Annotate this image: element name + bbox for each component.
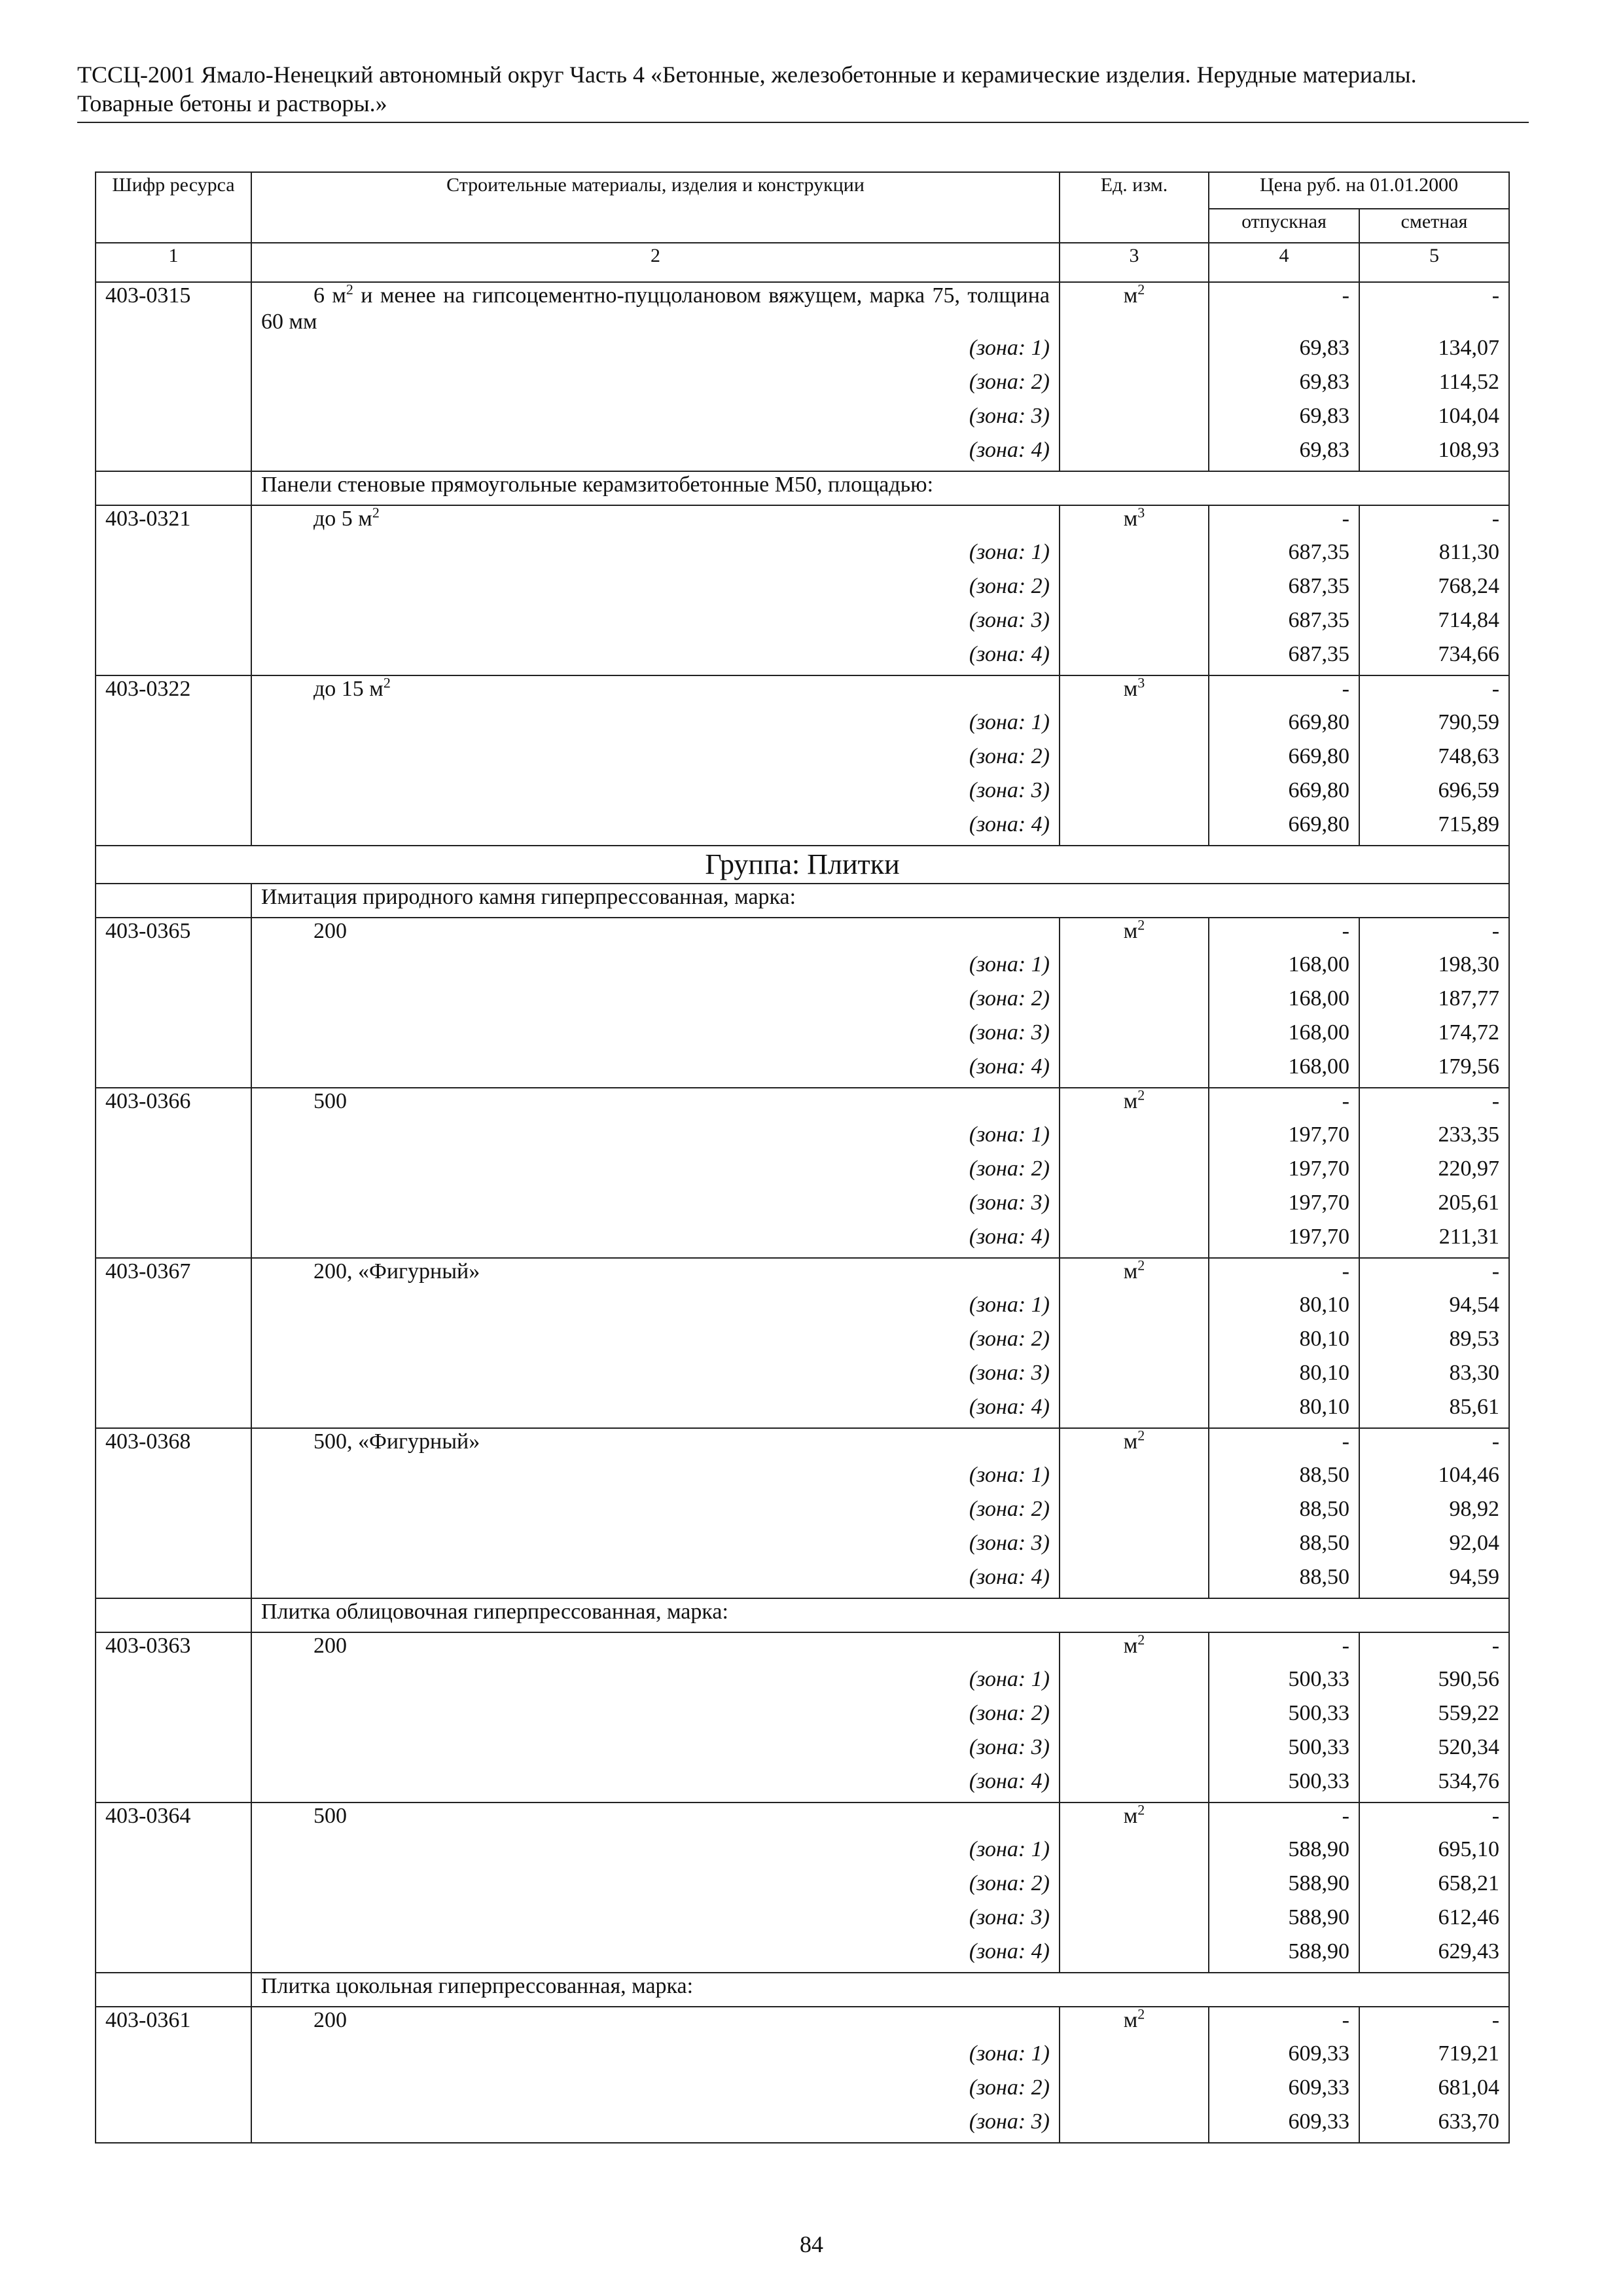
zone-label: (зона: 1) [251, 1462, 1060, 1496]
release-price: 80,10 [1209, 1292, 1359, 1326]
estimate-price: 233,35 [1359, 1122, 1509, 1156]
release-price: 88,50 [1209, 1462, 1359, 1496]
zone-row [96, 1326, 1509, 1360]
name-part: 500 [313, 1804, 347, 1828]
resource-name [251, 675, 1060, 709]
resource-code: 403-0367 [96, 1258, 251, 1292]
estimate-price: 198,30 [1359, 952, 1509, 986]
release-price: - [1209, 1258, 1359, 1292]
estimate-price: 98,92 [1359, 1496, 1509, 1530]
header-line-1: ТССЦ-2001 Ямало-Ненецкий автономный округ Часть 4 «Бетонные, железобетонные и керамические изделия. Нерудные материалы. [77, 62, 1417, 88]
zone-label: (зона: 4) [251, 1564, 1060, 1598]
zone-label: (зона: 1) [251, 335, 1060, 369]
name-part: до 5 м [313, 507, 372, 531]
release-price: - [1209, 918, 1359, 952]
zone-row [96, 744, 1509, 778]
estimate-price: 714,84 [1359, 607, 1509, 641]
estimate-price: 179,56 [1359, 1054, 1509, 1088]
name-part: 200, «Фигурный» [313, 1259, 480, 1283]
unit-power: 3 [1137, 504, 1145, 521]
release-price: 609,33 [1209, 2041, 1359, 2075]
zone-label: (зона: 3) [251, 1530, 1060, 1564]
name-part: 6 м [313, 283, 346, 308]
zone-label: (зона: 1) [251, 709, 1060, 744]
estimate-price: 94,59 [1359, 1564, 1509, 1598]
release-price: 88,50 [1209, 1496, 1359, 1530]
zone-row [96, 1666, 1509, 1700]
zone-row [96, 709, 1509, 744]
superscript: 2 [383, 674, 391, 691]
zone-label: (зона: 1) [251, 952, 1060, 986]
release-price: 168,00 [1209, 1054, 1359, 1088]
col-header-code: Шифр ресурса [96, 172, 251, 243]
release-price: - [1209, 1088, 1359, 1122]
zone-label: (зона: 4) [251, 812, 1060, 846]
estimate-price: - [1359, 1258, 1509, 1292]
estimate-price: 612,46 [1359, 1905, 1509, 1939]
resource-name [251, 1258, 1060, 1292]
estimate-price: 695,10 [1359, 1837, 1509, 1871]
unit [1060, 505, 1209, 539]
zone-row [96, 1224, 1509, 1258]
unit-power: 2 [1137, 2005, 1145, 2022]
release-price: - [1209, 675, 1359, 709]
zone-row [96, 1394, 1509, 1428]
unit-base: м [1123, 283, 1138, 308]
zone-row [96, 1939, 1509, 1973]
zone-row [96, 1360, 1509, 1394]
estimate-price: - [1359, 2007, 1509, 2041]
resource-name [251, 1428, 1060, 1462]
estimate-price: 92,04 [1359, 1530, 1509, 1564]
release-price: 500,33 [1209, 1734, 1359, 1768]
unit-power: 2 [1137, 916, 1145, 933]
section-row [96, 1598, 1509, 1632]
release-price: - [1209, 505, 1359, 539]
unit [1060, 1088, 1209, 1122]
zone-label: (зона: 4) [251, 1939, 1060, 1973]
zone-label: (зона: 2) [251, 744, 1060, 778]
unit [1060, 675, 1209, 709]
zone-label: (зона: 4) [251, 1224, 1060, 1258]
section-title: Плитка облицовочная гиперпрессованная, марка: [251, 1598, 1509, 1632]
estimate-price: - [1359, 675, 1509, 709]
zone-row [96, 1837, 1509, 1871]
zone-row [96, 1700, 1509, 1734]
unit-base: м [1123, 1089, 1138, 1113]
resource-code: 403-0368 [96, 1428, 251, 1462]
zone-label: (зона: 2) [251, 1156, 1060, 1190]
release-price: 197,70 [1209, 1224, 1359, 1258]
section-title: Панели стеновые прямоугольные керамзитобетонные М50, площадью: [251, 471, 1509, 505]
release-price: 69,83 [1209, 369, 1359, 403]
estimate-price: 633,70 [1359, 2109, 1509, 2143]
page-number: 84 [800, 2231, 823, 2257]
table-row [96, 1088, 1509, 1122]
section-row [96, 1973, 1509, 2007]
zone-label: (зона: 3) [251, 403, 1060, 437]
zone-row [96, 778, 1509, 812]
zone-row [96, 641, 1509, 675]
col-number-1: 1 [96, 243, 251, 282]
release-price: 588,90 [1209, 1871, 1359, 1905]
zone-row [96, 1530, 1509, 1564]
release-price: 687,35 [1209, 607, 1359, 641]
unit [1060, 1803, 1209, 1837]
unit-base: м [1123, 677, 1138, 701]
estimate-price: - [1359, 1632, 1509, 1666]
table-row [96, 2007, 1509, 2041]
release-price: 588,90 [1209, 1905, 1359, 1939]
zone-label: (зона: 1) [251, 1666, 1060, 1700]
estimate-price: - [1359, 505, 1509, 539]
release-price: 500,33 [1209, 1700, 1359, 1734]
zone-label: (зона: 2) [251, 369, 1060, 403]
unit-base: м [1123, 507, 1138, 531]
table-row [96, 1258, 1509, 1292]
zone-label: (зона: 3) [251, 1734, 1060, 1768]
estimate-price: 114,52 [1359, 369, 1509, 403]
estimate-price: 205,61 [1359, 1190, 1509, 1224]
unit-power: 2 [1137, 1257, 1145, 1274]
unit [1060, 1258, 1209, 1292]
release-price: 669,80 [1209, 778, 1359, 812]
group-row [96, 846, 1509, 884]
zone-label: (зона: 1) [251, 1837, 1060, 1871]
zone-label: (зона: 3) [251, 2109, 1060, 2143]
zone-row [96, 403, 1509, 437]
release-price: 168,00 [1209, 986, 1359, 1020]
col-number-3: 3 [1060, 243, 1209, 282]
table-row [96, 918, 1509, 952]
estimate-price: - [1359, 1088, 1509, 1122]
release-price: 609,33 [1209, 2109, 1359, 2143]
estimate-price: 681,04 [1359, 2075, 1509, 2109]
estimate-price: 104,46 [1359, 1462, 1509, 1496]
unit-power: 3 [1137, 674, 1145, 691]
release-price: 687,35 [1209, 641, 1359, 675]
col-number-5: 5 [1359, 243, 1509, 282]
release-price: 500,33 [1209, 1666, 1359, 1700]
release-price: 197,70 [1209, 1190, 1359, 1224]
zone-label: (зона: 2) [251, 1700, 1060, 1734]
col-header-release: отпускная [1209, 209, 1359, 243]
zone-row [96, 1768, 1509, 1803]
zone-row [96, 1564, 1509, 1598]
unit-base: м [1123, 919, 1138, 943]
zone-row [96, 1020, 1509, 1054]
release-price: 69,83 [1209, 437, 1359, 471]
zone-row [96, 1496, 1509, 1530]
unit [1060, 282, 1209, 335]
zone-row [96, 1871, 1509, 1905]
release-price: 80,10 [1209, 1394, 1359, 1428]
zone-row [96, 986, 1509, 1020]
release-price: 88,50 [1209, 1564, 1359, 1598]
zone-row [96, 1156, 1509, 1190]
zone-row [96, 2075, 1509, 2109]
zone-label: (зона: 2) [251, 573, 1060, 607]
estimate-price: 174,72 [1359, 1020, 1509, 1054]
release-price: 69,83 [1209, 403, 1359, 437]
zone-label: (зона: 2) [251, 1326, 1060, 1360]
zone-row [96, 2041, 1509, 2075]
superscript: 2 [372, 504, 380, 521]
table-row [96, 1632, 1509, 1666]
unit-base: м [1123, 2008, 1138, 2032]
table-row [96, 675, 1509, 709]
release-price: 609,33 [1209, 2075, 1359, 2109]
name-part: 200 [313, 2008, 347, 2032]
col-header-estimate: сметная [1359, 209, 1509, 243]
col-number-2: 2 [251, 243, 1060, 282]
unit-base: м [1123, 1429, 1138, 1454]
estimate-price: 696,59 [1359, 778, 1509, 812]
resource-name [251, 282, 1060, 335]
estimate-price: 534,76 [1359, 1768, 1509, 1803]
zone-row [96, 539, 1509, 573]
unit-base: м [1123, 1634, 1138, 1658]
zone-row [96, 437, 1509, 471]
release-price: - [1209, 1632, 1359, 1666]
zone-row [96, 1462, 1509, 1496]
release-price: 500,33 [1209, 1768, 1359, 1803]
estimate-price: 94,54 [1359, 1292, 1509, 1326]
zone-label: (зона: 3) [251, 1360, 1060, 1394]
price-table [95, 171, 1510, 2144]
release-price: 669,80 [1209, 744, 1359, 778]
estimate-price: 658,21 [1359, 1871, 1509, 1905]
zone-row [96, 1292, 1509, 1326]
estimate-price: 748,63 [1359, 744, 1509, 778]
resource-code: 403-0365 [96, 918, 251, 952]
name-part: 200 [313, 919, 347, 943]
estimate-price: 734,66 [1359, 641, 1509, 675]
zone-row [96, 607, 1509, 641]
zone-row [96, 1905, 1509, 1939]
zone-label: (зона: 4) [251, 1768, 1060, 1803]
unit [1060, 1632, 1209, 1666]
release-price: 197,70 [1209, 1122, 1359, 1156]
zone-row [96, 1122, 1509, 1156]
page-header [77, 60, 1529, 123]
zone-label: (зона: 3) [251, 1905, 1060, 1939]
zone-row [96, 2109, 1509, 2143]
estimate-price: 104,04 [1359, 403, 1509, 437]
unit-base: м [1123, 1259, 1138, 1283]
zone-row [96, 1734, 1509, 1768]
unit-power: 2 [1137, 1801, 1145, 1818]
name-part: и менее на гипсоцементно-пуццолановом вяжущем, марка 75, толщина 60 мм [261, 283, 1050, 334]
release-price: - [1209, 2007, 1359, 2041]
resource-code: 403-0366 [96, 1088, 251, 1122]
zone-label: (зона: 3) [251, 1190, 1060, 1224]
estimate-price: 811,30 [1359, 539, 1509, 573]
col-header-name: Строительные материалы, изделия и конструкции [251, 172, 1060, 243]
unit [1060, 2007, 1209, 2041]
zone-label: (зона: 1) [251, 1122, 1060, 1156]
resource-code: 403-0363 [96, 1632, 251, 1666]
zone-label: (зона: 2) [251, 1496, 1060, 1530]
estimate-price: 187,77 [1359, 986, 1509, 1020]
zone-label: (зона: 3) [251, 1020, 1060, 1054]
estimate-price: - [1359, 1428, 1509, 1462]
estimate-price: 83,30 [1359, 1360, 1509, 1394]
name-part: 500 [313, 1089, 347, 1113]
section-row [96, 884, 1509, 918]
col-header-price: Цена руб. на 01.01.2000 [1209, 172, 1509, 209]
group-title: Группа: Плитки [96, 846, 1509, 884]
estimate-price: 85,61 [1359, 1394, 1509, 1428]
estimate-price: 715,89 [1359, 812, 1509, 846]
release-price: - [1209, 1803, 1359, 1837]
zone-row [96, 335, 1509, 369]
zone-label: (зона: 2) [251, 2075, 1060, 2109]
release-price: 687,35 [1209, 573, 1359, 607]
estimate-price: 768,24 [1359, 573, 1509, 607]
release-price: 588,90 [1209, 1939, 1359, 1973]
unit-power: 2 [1137, 281, 1145, 298]
zone-row [96, 573, 1509, 607]
section-title: Имитация природного камня гиперпрессованная, марка: [251, 884, 1509, 918]
table-row [96, 1428, 1509, 1462]
unit-power: 2 [1137, 1631, 1145, 1648]
estimate-price: 719,21 [1359, 2041, 1509, 2075]
estimate-price: 559,22 [1359, 1700, 1509, 1734]
zone-label: (зона: 4) [251, 1394, 1060, 1428]
release-price: 197,70 [1209, 1156, 1359, 1190]
table-row [96, 282, 1509, 335]
zone-row [96, 1054, 1509, 1088]
estimate-price: - [1359, 918, 1509, 952]
release-price: - [1209, 282, 1359, 335]
section-title: Плитка цокольная гиперпрессованная, марка: [251, 1973, 1509, 2007]
estimate-price: 211,31 [1359, 1224, 1509, 1258]
zone-label: (зона: 4) [251, 437, 1060, 471]
estimate-price: - [1359, 282, 1509, 335]
resource-name [251, 505, 1060, 539]
zone-label: (зона: 1) [251, 1292, 1060, 1326]
unit-power: 2 [1137, 1086, 1145, 1103]
release-price: 69,83 [1209, 335, 1359, 369]
release-price: 687,35 [1209, 539, 1359, 573]
estimate-price: 590,56 [1359, 1666, 1509, 1700]
zone-label: (зона: 3) [251, 778, 1060, 812]
resource-code: 403-0315 [96, 282, 251, 335]
zone-row [96, 1190, 1509, 1224]
resource-code: 403-0361 [96, 2007, 251, 2041]
zone-label: (зона: 2) [251, 1871, 1060, 1905]
resource-code: 403-0321 [96, 505, 251, 539]
zone-label: (зона: 1) [251, 2041, 1060, 2075]
estimate-price: 520,34 [1359, 1734, 1509, 1768]
release-price: 88,50 [1209, 1530, 1359, 1564]
name-part: до 15 м [313, 677, 383, 701]
unit-base: м [1123, 1804, 1138, 1828]
release-price: 588,90 [1209, 1837, 1359, 1871]
release-price: 669,80 [1209, 709, 1359, 744]
zone-label: (зона: 4) [251, 641, 1060, 675]
zone-label: (зона: 2) [251, 986, 1060, 1020]
name-part: 200 [313, 1634, 347, 1658]
col-number-4: 4 [1209, 243, 1359, 282]
zone-label: (зона: 3) [251, 607, 1060, 641]
section-row [96, 471, 1509, 505]
estimate-price: 220,97 [1359, 1156, 1509, 1190]
resource-code: 403-0322 [96, 675, 251, 709]
name-part: 500, «Фигурный» [313, 1429, 480, 1454]
resource-name [251, 1088, 1060, 1122]
col-header-unit: Ед. изм. [1060, 172, 1209, 243]
estimate-price: 790,59 [1359, 709, 1509, 744]
zone-row [96, 812, 1509, 846]
estimate-price: - [1359, 1803, 1509, 1837]
resource-name [251, 1632, 1060, 1666]
release-price: - [1209, 1428, 1359, 1462]
zone-label: (зона: 1) [251, 539, 1060, 573]
estimate-price: 108,93 [1359, 437, 1509, 471]
estimate-price: 134,07 [1359, 335, 1509, 369]
resource-code: 403-0364 [96, 1803, 251, 1837]
release-price: 80,10 [1209, 1326, 1359, 1360]
unit-power: 2 [1137, 1427, 1145, 1444]
zone-label: (зона: 4) [251, 1054, 1060, 1088]
release-price: 669,80 [1209, 812, 1359, 846]
estimate-price: 89,53 [1359, 1326, 1509, 1360]
zone-row [96, 369, 1509, 403]
resource-name [251, 918, 1060, 952]
unit [1060, 1428, 1209, 1462]
table-row [96, 505, 1509, 539]
release-price: 168,00 [1209, 952, 1359, 986]
estimate-price: 629,43 [1359, 1939, 1509, 1973]
resource-name [251, 2007, 1060, 2041]
resource-name [251, 1803, 1060, 1837]
zone-row [96, 952, 1509, 986]
header-line-2: Товарные бетоны и растворы.» [77, 90, 387, 117]
release-price: 168,00 [1209, 1020, 1359, 1054]
superscript: 2 [346, 281, 353, 298]
table-row [96, 1803, 1509, 1837]
release-price: 80,10 [1209, 1360, 1359, 1394]
unit [1060, 918, 1209, 952]
